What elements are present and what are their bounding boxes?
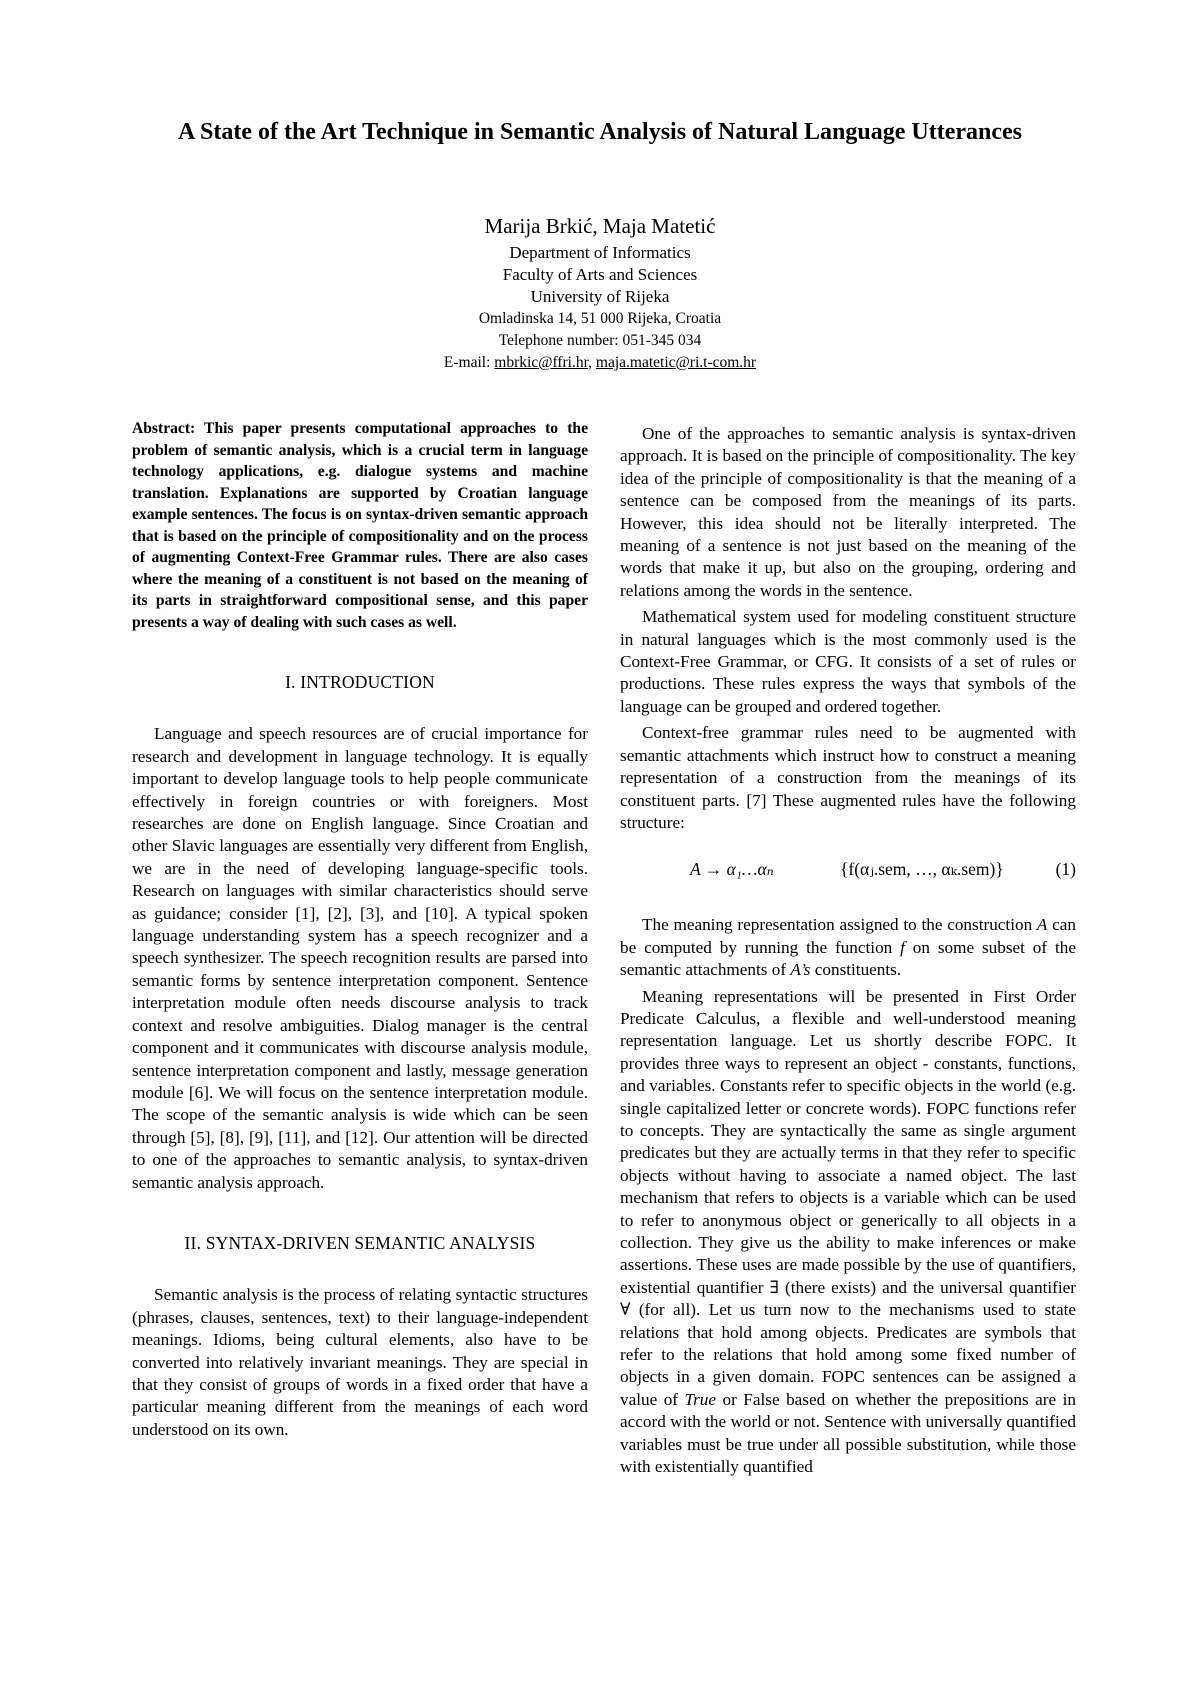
fopc-text-b: or False based on whether the prepositions are in accord with the world or not. Sentence with universally quantified variables must be true under all possible substitution, while those with existentially quantified xyxy=(620,1389,1076,1477)
abstract: Abstract: This paper presents computational approaches to the problem of semantic analysis, which is a crucial term in language technology applications, e.g. dialogue systems and machine translation. Explanations are supported by Croatian language example sentences. The focus is on syntax-driven semantic approach that is based on the principle of compositionality and on the process of augmenting Context-Free Grammar rules. There are also cases where the meaning of a constituent is not based on the meaning of its parts in straightforward compositional sense, and this paper presents a way of dealing with such cases as well. xyxy=(132,420,588,631)
department: Department of Informatics xyxy=(509,243,691,262)
mr-text-b: can be computed by running the function xyxy=(620,915,1076,957)
intro-paragraph: Language and speech resources are of crucial importance for research and development in language technology. It is equally important to develop language tools to help people communicate effectively in foreign countries or with foreigners. Most researches are done on English language. Since Croatian and other Slavic languages are essentially very different from English, we are in the need of developing language-specific tools. Research on languages with similar characteristics should serve as guidance; consider [1], [2], [3], and [10]. A typical spoken language understanding system has a speech recognizer and a speech synthesizer. The speech recognition results are parsed into semantic forms by sentence interpretation component. Sentence interpretation module often needs discourse analysis to track context and resolve ambiguities. Dialog manager is the central component and it communicates with discourse analysis module, sentence interpretation component and lastly, message generation module [6]. We will focus on the sentence interpretation module. The scope of the semantic analysis is wide which can be seen through [5], [8], [9], [11], and [12]. Our attention will be directed to one of the approaches to semantic analysis, to syntax-driven semantic analysis approach. xyxy=(132,724,588,1192)
email-separator: , xyxy=(588,354,596,371)
equation-lhs: A → α₁…αₙ xyxy=(690,859,774,880)
mr-text-a: The meaning representation assigned to the construction xyxy=(642,915,1037,935)
fopc-true: True xyxy=(684,1389,717,1409)
cfg-paragraph: Mathematical system used for modeling constituent structure in natural languages which is the most commonly used is the Context-Free Grammar, or CFG. It consists of a set of rules or productions. These rules express the ways that symbols of the language can be grouped and ordered together. xyxy=(620,607,1076,716)
left-column xyxy=(132,418,588,1441)
paper-title: A State of the Art Technique in Semantic Analysis of Natural Language Utterances xyxy=(177,119,1022,145)
author-block xyxy=(300,212,900,374)
faculty: Faculty of Arts and Sciences xyxy=(502,265,698,284)
compositionality-paragraph: One of the approaches to semantic analysis is syntax-driven approach. It is based on the principle of compositionality. The key idea of the principle of compositionality is that the meaning of a sentence can be composed from the meanings of its parts. However, this idea should not be literally interpreted. The meaning of a sentence is not just based on the meaning of the words that make it up, but also on the grouping, ordering and relations among the words in the sentence. xyxy=(620,424,1076,600)
address: Omladinska 14, 51 000 Rijeka, Croatia xyxy=(478,310,722,327)
equation-1 xyxy=(620,854,1076,888)
university: University of Rijeka xyxy=(530,287,670,306)
meaning-representation-paragraph xyxy=(620,914,1076,981)
email-link-1[interactable]: mbrkic@ffri.hr xyxy=(494,354,589,371)
augmentation-paragraph: Context-free grammar rules need to be augmented with semantic attachments which instruct how to construct a meaning representation of a construction from the meanings of its constituent parts. [7] These augmented rules have the following structure: xyxy=(620,723,1076,832)
section-heading-introduction: I. INTRODUCTION xyxy=(285,672,435,692)
telephone: Telephone number: 051-345 034 xyxy=(498,332,702,349)
fopc-paragraph xyxy=(620,986,1076,1479)
fopc-text-a: Meaning representations will be presented in First Order Predicate Calculus, a flexible and well-understood meaning representation language. Let us shortly describe FOPC. It provides three ways to represent an object - constants, functions, and variables. Constants refer to specific objects in the world (e.g. single capitalized letter or concrete words). FOPC functions refer to concepts. They are syntactically the same as single argument predicates but they are actually terms in that they refer to specific objects without having to associate a named object. The last mechanism that refers to objects is a variable which can be used to refer to anonymous object or generically to all objects in a collection. They give us the ability to make inferences or make assertions. These uses are made possible by the use of quantifiers, existential quantifier ∃ (there exists) and the universal quantifier ∀ (for all). Let us turn now to the mechanisms used to state relations that hold among objects. Predicates are symbols that refer to the relations that hold among some fixed number of objects in a given domain. FOPC sentences can be assigned a value of xyxy=(620,986,1076,1409)
right-column xyxy=(620,423,1076,1478)
mr-text-c: on some subset of the semantic attachments of xyxy=(620,937,1076,980)
email-label: E-mail: xyxy=(443,354,495,371)
mr-text-d: constituents. xyxy=(810,960,902,980)
mr-symbol-a: A xyxy=(1036,915,1048,935)
email-line xyxy=(300,352,900,374)
mr-symbol-f: f xyxy=(900,937,905,957)
mr-symbol-a2: A’s xyxy=(790,960,811,980)
email-link-2[interactable]: maja.matetic@ri.t-com.hr xyxy=(595,354,757,371)
equation-number: (1) xyxy=(1055,859,1076,880)
equation-rhs: {f(αⱼ.sem, …, αₖ.sem)} xyxy=(840,859,1004,880)
section-heading-syntax-driven: II. SYNTAX-DRIVEN SEMANTIC ANALYSIS xyxy=(184,1232,536,1253)
author-names: Marija Brkić, Maja Matetić xyxy=(484,214,716,238)
syntax-paragraph: Semantic analysis is the process of relating syntactic structures (phrases, clauses, sentences, text) to their language-independent meanings. Idioms, being cultural elements, also have to be converted into relatively invariant meanings. They are special in that they consist of groups of words in a fixed order that have a particular meaning different from the meanings of each word understood on its own. xyxy=(132,1285,588,1439)
